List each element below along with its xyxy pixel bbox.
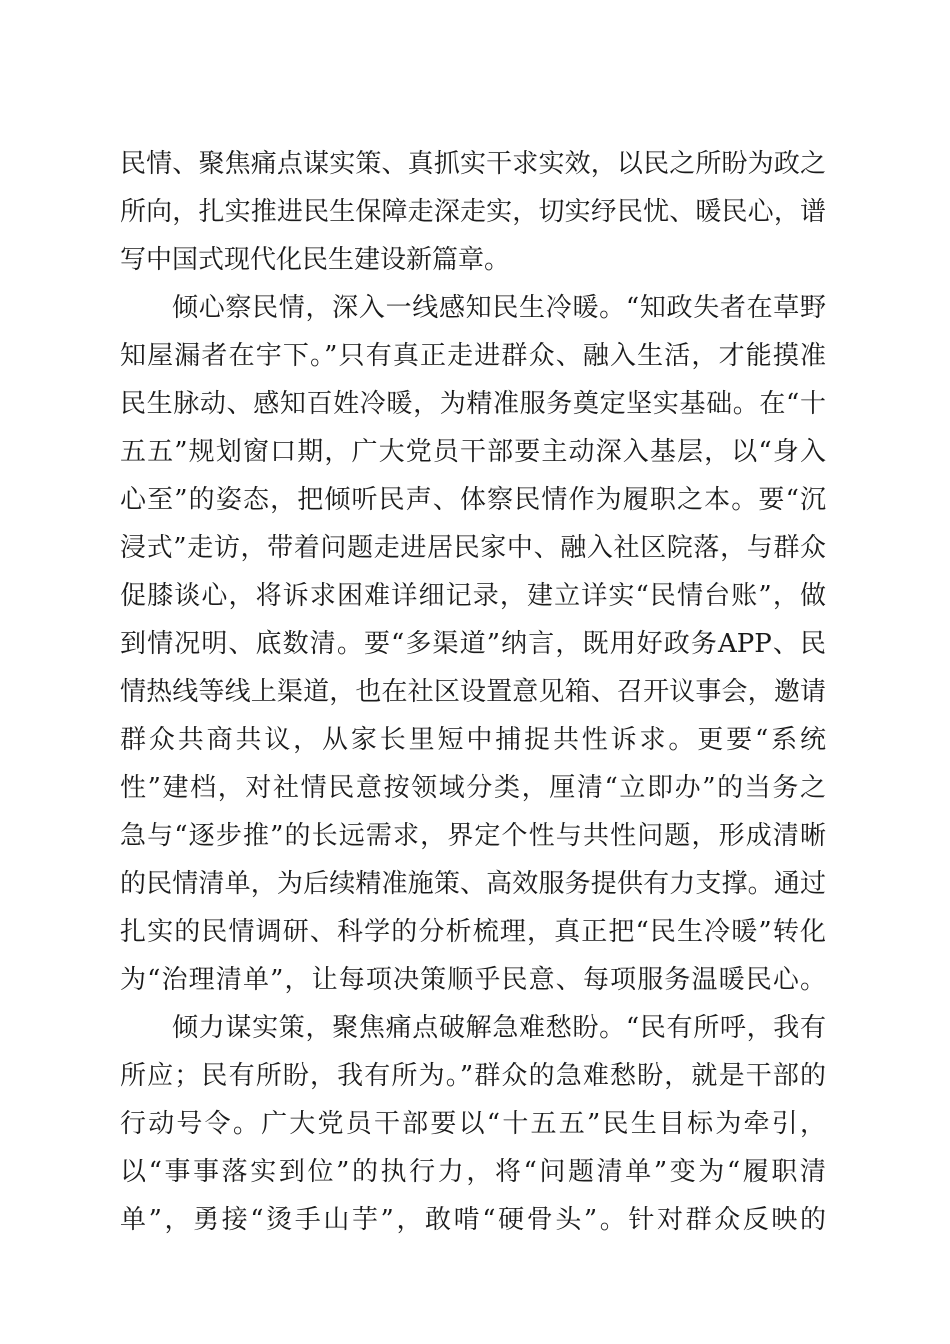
text-line-14: 性”建档，对社情民意按领域分类，厘清“立即办”的当务之 (120, 773, 826, 803)
text-line-17: 扎实的民情调研、科学的分析梳理，真正把“民生冷暖”转化 (120, 917, 826, 947)
text-line-20: 所应；民有所盼，我有所为。”群众的急难愁盼，就是干部的 (120, 1061, 826, 1091)
text-line-10: 促膝谈心，将诉求困难详细记录，建立详实“民情台账”，做 (120, 581, 826, 611)
text-line-1: 民情、聚焦痛点谋实策、真抓实干求实效，以民之所盼为政之 (120, 149, 826, 179)
text-line-18: 为“治理清单”，让每项决策顺乎民意、每项服务温暖民心。 (120, 965, 826, 995)
text-line-13: 群众共商共议，从家长里短中捕捉共性诉求。更要“系统 (120, 725, 826, 755)
text-line-11: 到情况明、底数清。要“多渠道”纳言，既用好政务APP、民 (120, 629, 826, 659)
text-line-16: 的民情清单，为后续精准施策、高效服务提供有力支撑。通过 (120, 869, 826, 899)
text-line-9: 浸式”走访，带着问题走进居民家中、融入社区院落，与群众 (120, 533, 826, 563)
paragraph-3-line-1: 倾力谋实策，聚焦痛点破解急难愁盼。“民有所呼，我有 (172, 1013, 826, 1043)
text-line-2: 所向，扎实推进民生保障走深走实，切实纾民忧、暖民心，谱 (120, 197, 826, 227)
text-line-12: 情热线等线上渠道，也在社区设置意见箱、召开议事会，邀请 (120, 677, 826, 707)
text-line-15: 急与“逐步推”的长远需求，界定个性与共性问题，形成清晰 (120, 821, 826, 851)
text-line-3: 写中国式现代化民生建设新篇章。 (120, 245, 511, 275)
paragraph-2-line-1: 倾心察民情，深入一线感知民生冷暖。“知政失者在草野 (172, 293, 826, 323)
text-line-21: 行动号令。广大党员干部要以“十五五”民生目标为牵引， (120, 1109, 826, 1139)
text-line-6: 民生脉动、感知百姓冷暖，为精准服务奠定坚实基础。在“十 (120, 389, 826, 419)
text-line-22: 以“事事落实到位”的执行力，将“问题清单”变为“履职清 (120, 1157, 826, 1187)
text-line-7: 五五”规划窗口期，广大党员干部要主动深入基层，以“身入 (120, 437, 826, 467)
text-line-8: 心至”的姿态，把倾听民声、体察民情作为履职之本。要“沉 (120, 485, 826, 515)
text-line-23: 单”，勇接“烫手山芋”，敢啃“硬骨头”。针对群众反映的 (120, 1205, 826, 1235)
text-line-5: 知屋漏者在宇下。”只有真正走进群众、融入生活，才能摸准 (120, 341, 826, 371)
